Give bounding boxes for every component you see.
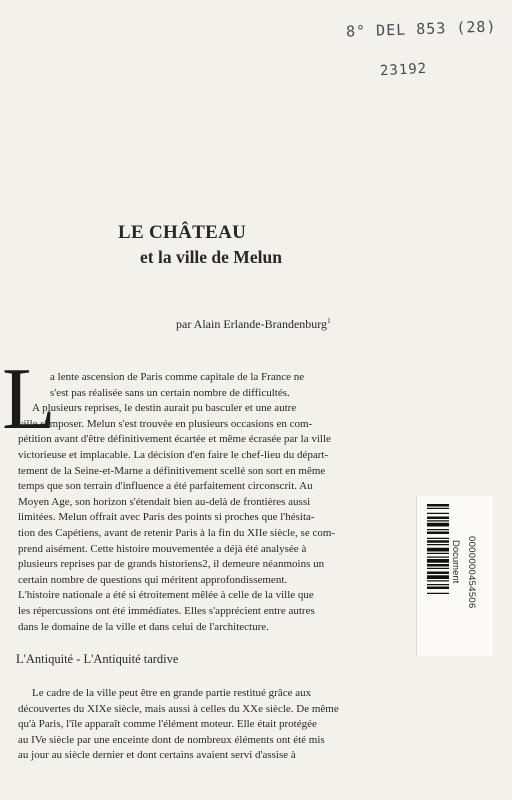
barcode-bar xyxy=(427,538,449,539)
barcode-bar xyxy=(427,557,449,558)
barcode-bar xyxy=(427,593,449,594)
text-line: certain nombre de questions qui méritent approfondissement. xyxy=(18,573,288,586)
handwritten-inventory-number: 23192 xyxy=(379,60,428,80)
barcode-bar xyxy=(427,504,449,507)
barcode-bar xyxy=(427,587,449,590)
barcode-bar xyxy=(427,523,449,527)
text-line: Moyen Age, son horizon s'étendait bien au-delà de frontières aussi xyxy=(18,495,311,508)
barcode-bar xyxy=(427,572,449,575)
barcode-bar xyxy=(427,532,449,535)
text-line: temps que son terrain d'influence a été parfaitement circonscrit. Au xyxy=(18,480,313,493)
barcode-bar xyxy=(427,540,449,543)
body-paragraph xyxy=(18,686,337,764)
text-line: a lente ascension de Paris comme capitale de la France ne xyxy=(50,371,305,383)
barcode-bar xyxy=(427,548,449,552)
section-heading: L'Antiquité - L'Antiquité tardive xyxy=(16,652,179,666)
drop-cap: L xyxy=(2,351,56,448)
barcode-bar xyxy=(427,520,449,521)
text-line: dans le domaine de la ville et dans celui de l'architecture. xyxy=(18,620,269,633)
barcode-bar xyxy=(427,580,449,581)
text-line: prend aisément. Cette histoire mouvementée a déjà été analysée à xyxy=(18,542,307,555)
barcode-bar xyxy=(427,575,449,579)
article-subtitle: et la ville de Melun xyxy=(140,247,282,267)
author-name: par Alain Erlande-Brandenburg xyxy=(176,317,328,331)
text-line: plusieurs reprises par de grands historiens2, il demeure néanmoins un xyxy=(18,558,325,571)
text-line: qu'à Paris, l'île apparaît comme l'élément moteur. Elle était protégée xyxy=(18,718,317,731)
barcode-bar xyxy=(427,568,449,569)
text-line: limitées. Melun offrait avec Paris des points si proches que l'hésita- xyxy=(18,511,315,524)
text-line: tion des Capétiens, avant de retenir Paris à la fin du XIIe siècle, se com- xyxy=(18,526,336,539)
intro-paragraph xyxy=(18,370,337,635)
barcode-bar xyxy=(427,584,449,585)
barcode-bar xyxy=(427,559,449,563)
text-line: au IVe siècle par une enceinte dont de nombreux éléments ont été mis xyxy=(18,733,325,746)
barcode-bar xyxy=(427,564,449,567)
barcode-bar xyxy=(427,553,449,554)
barcode-bar xyxy=(427,529,449,530)
author-line xyxy=(176,317,331,332)
text-line: ville s'imposer. Melun s'est trouvée en plusieurs occasions en com- xyxy=(18,417,313,430)
text-line: découvertes du XIXe siècle, mais aussi à celles du XXe siècle. De même xyxy=(18,702,339,715)
barcode-bar xyxy=(427,517,449,520)
text-line: s'est pas réalisée sans un certain nombre de difficultés. xyxy=(50,386,290,399)
text-line: les répercussions ont été immédiates. Elles s'apprécient entre autres xyxy=(18,604,315,617)
text-line: Le cadre de la ville peut être en grande partie restitué grâce aux xyxy=(32,687,312,699)
author-footnote-ref: 1 xyxy=(327,317,331,325)
text-line: A plusieurs reprises, le destin aurait pu basculer et une autre xyxy=(32,402,297,415)
article-title: LE CHÂTEAU xyxy=(118,222,247,243)
barcode-document-label: Document xyxy=(450,540,461,584)
text-line: pétition avant d'être définitivement écartée et même écrasée par la ville xyxy=(18,433,331,446)
barcode-bar xyxy=(427,508,449,509)
barcode-number: 0000000454506 xyxy=(466,536,477,609)
barcode-bar xyxy=(427,544,449,545)
text-line: au jour au siècle dernier et dont certains avaient servi d'assise à xyxy=(18,749,296,762)
text-line: L'histoire nationale a été si étroitement mêlée à celle de la ville que xyxy=(18,589,314,602)
text-line: victorieuse et implacable. La décision d'en faire le chef-lieu du départ- xyxy=(18,448,329,461)
library-barcode-label xyxy=(416,496,493,656)
barcode-bar xyxy=(427,513,449,514)
text-line: tement de la Seine-et-Marne a définitivement scellé son sort en même xyxy=(18,464,326,477)
barcode-graphic xyxy=(427,504,449,622)
handwritten-shelfmark: 8° DEL 853 (28) xyxy=(345,17,497,41)
